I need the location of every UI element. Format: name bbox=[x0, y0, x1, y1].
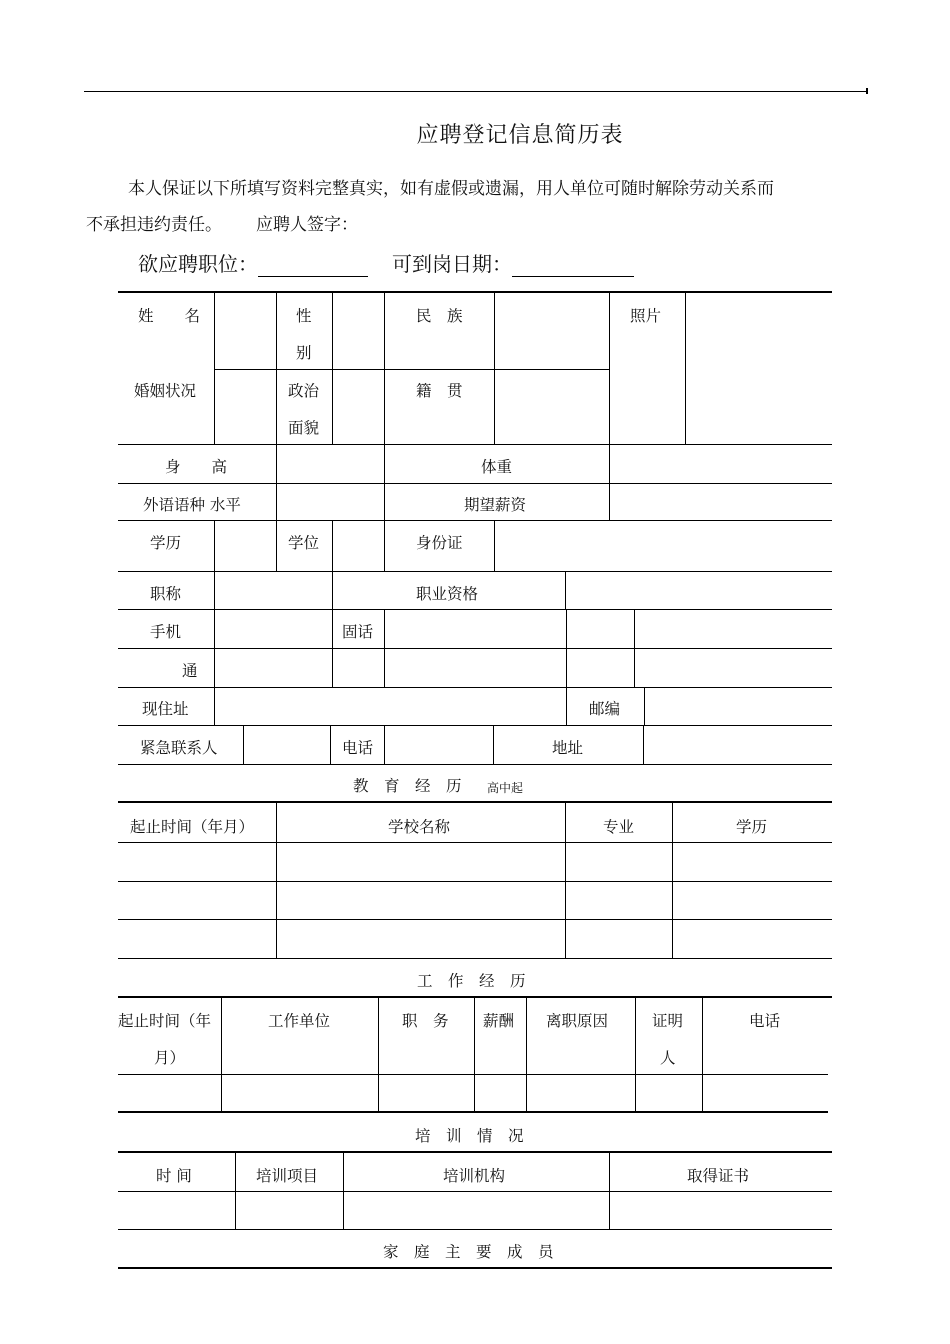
grid-line bbox=[118, 291, 832, 293]
grid-line bbox=[214, 520, 215, 571]
grid-line bbox=[118, 1151, 832, 1153]
expected-salary-label: 期望薪资 bbox=[464, 496, 527, 514]
training-heading: 培 训 情 况 bbox=[415, 1127, 524, 1145]
grid-line bbox=[243, 725, 244, 764]
grid-line bbox=[276, 292, 277, 444]
qualification-label: 职业资格 bbox=[416, 585, 479, 603]
grid-line bbox=[702, 998, 703, 1111]
available-date-label: 可到岗日期： bbox=[392, 252, 512, 276]
grid-line bbox=[118, 881, 832, 882]
education-note: 高中起 bbox=[487, 781, 524, 795]
title-rank-label: 职称 bbox=[150, 585, 182, 603]
grid-line bbox=[332, 609, 333, 687]
train-col-certificate: 取得证书 bbox=[687, 1167, 750, 1185]
tong-label: 通 bbox=[182, 662, 198, 680]
edu-col-major: 专业 bbox=[603, 818, 635, 836]
id-card-label: 身份证 bbox=[416, 534, 463, 552]
grid-line bbox=[384, 725, 385, 764]
grid-line bbox=[276, 444, 277, 520]
grid-line bbox=[214, 687, 215, 725]
grid-line bbox=[566, 609, 567, 687]
emergency-address-label: 地址 bbox=[552, 739, 584, 757]
grid-line bbox=[118, 483, 832, 484]
grid-line bbox=[118, 609, 832, 610]
native-place-label: 籍 贯 bbox=[416, 382, 463, 400]
landline-label: 固话 bbox=[342, 623, 374, 641]
education-heading: 教 育 经 历 bbox=[353, 777, 462, 795]
work-col-witness-1: 证明 bbox=[652, 1012, 684, 1030]
train-col-time: 时 间 bbox=[156, 1167, 192, 1185]
work-col-phone: 电话 bbox=[749, 1012, 781, 1030]
grid-line bbox=[118, 996, 832, 998]
work-col-time-2: 月） bbox=[154, 1049, 186, 1067]
declaration-line-2 bbox=[86, 210, 358, 235]
edu-col-time: 起止时间（年月） bbox=[130, 818, 255, 836]
grid-line bbox=[672, 803, 673, 958]
grid-line bbox=[609, 292, 610, 444]
grid-line bbox=[635, 998, 636, 1111]
photo-label: 照片 bbox=[630, 307, 662, 325]
work-col-reason: 离职原因 bbox=[546, 1012, 609, 1030]
grid-line bbox=[494, 520, 495, 571]
postcode-label: 邮编 bbox=[589, 700, 621, 718]
signature-label: 应聘人签字： bbox=[256, 215, 358, 235]
grid-line bbox=[330, 725, 331, 764]
grid-line bbox=[214, 292, 215, 444]
grid-line bbox=[384, 292, 385, 444]
grid-line bbox=[118, 764, 832, 765]
header-rule bbox=[84, 91, 868, 92]
grid-line bbox=[118, 444, 832, 445]
grid-line bbox=[118, 1074, 828, 1075]
desired-position-label: 欲应聘职位： bbox=[138, 252, 258, 276]
grid-line bbox=[685, 292, 686, 444]
grid-line bbox=[118, 571, 832, 572]
mobile-label: 手机 bbox=[150, 623, 182, 641]
work-col-time-1: 起止时间（年 bbox=[118, 1012, 212, 1030]
grid-line bbox=[493, 725, 494, 764]
train-col-project: 培训项目 bbox=[256, 1167, 319, 1185]
grid-line bbox=[214, 609, 215, 687]
grid-line bbox=[609, 1153, 610, 1229]
work-col-position: 职 务 bbox=[402, 1012, 449, 1030]
gender-label-1: 性 bbox=[296, 307, 312, 325]
grid-line bbox=[384, 444, 385, 520]
grid-line bbox=[214, 369, 609, 370]
document-title: 应聘登记信息简历表 bbox=[416, 123, 624, 148]
political-label-2: 面貌 bbox=[288, 419, 320, 437]
declaration-text: 不承担违约责任。 bbox=[86, 215, 222, 235]
grid-line bbox=[474, 998, 475, 1111]
grid-line bbox=[118, 1267, 832, 1269]
grid-line bbox=[235, 1153, 236, 1229]
grid-line bbox=[276, 520, 277, 571]
grid-line bbox=[118, 842, 832, 843]
marital-status-label: 婚姻状况 bbox=[134, 382, 197, 400]
grid-line bbox=[221, 998, 222, 1111]
grid-line bbox=[118, 1229, 832, 1230]
work-col-salary: 薪酬 bbox=[483, 1012, 515, 1030]
weight-label: 体重 bbox=[481, 458, 513, 476]
grid-line bbox=[214, 571, 215, 609]
political-label-1: 政治 bbox=[288, 382, 320, 400]
grid-line bbox=[565, 803, 566, 958]
desired-position-field[interactable] bbox=[258, 252, 368, 277]
grid-line bbox=[609, 444, 610, 520]
work-col-witness-2: 人 bbox=[660, 1049, 676, 1067]
education-label: 学历 bbox=[150, 534, 182, 552]
train-col-institution: 培训机构 bbox=[443, 1167, 506, 1185]
emergency-phone-label: 电话 bbox=[342, 739, 374, 757]
grid-line bbox=[118, 919, 832, 920]
grid-line bbox=[332, 571, 333, 609]
grid-line bbox=[526, 998, 527, 1111]
grid-line bbox=[332, 292, 333, 444]
family-heading: 家 庭 主 要 成 员 bbox=[383, 1243, 554, 1261]
height-label: 身 高 bbox=[165, 458, 228, 476]
grid-line bbox=[118, 801, 832, 803]
language-label: 外语语种 水平 bbox=[143, 496, 241, 514]
work-heading: 工 作 经 历 bbox=[417, 972, 526, 990]
grid-line bbox=[118, 958, 832, 959]
header-rule-end bbox=[866, 88, 868, 94]
grid-line bbox=[384, 609, 385, 687]
gender-label-2: 别 bbox=[296, 344, 312, 362]
grid-line bbox=[494, 292, 495, 444]
apply-row bbox=[138, 248, 634, 277]
grid-line bbox=[566, 687, 567, 725]
ethnicity-label: 民 族 bbox=[416, 307, 463, 325]
work-col-employer: 工作单位 bbox=[268, 1012, 331, 1030]
grid-line bbox=[118, 1191, 832, 1192]
edu-col-degree: 学历 bbox=[736, 818, 768, 836]
degree-label: 学位 bbox=[288, 534, 320, 552]
grid-line bbox=[118, 648, 832, 649]
grid-line bbox=[118, 687, 832, 688]
edu-col-school: 学校名称 bbox=[388, 818, 451, 836]
declaration-line-1: 本人保证以下所填写资料完整真实，如有虚假或遗漏，用人单位可随时解除劳动关系而 bbox=[128, 179, 774, 199]
grid-line bbox=[343, 1153, 344, 1229]
name-label: 姓 名 bbox=[138, 307, 201, 325]
emergency-contact-label: 紧急联系人 bbox=[140, 739, 218, 757]
grid-line bbox=[276, 803, 277, 958]
grid-line bbox=[384, 520, 385, 571]
grid-line bbox=[118, 520, 832, 521]
grid-line bbox=[118, 725, 832, 726]
grid-line bbox=[634, 609, 635, 687]
address-label: 现住址 bbox=[142, 700, 189, 718]
grid-line bbox=[118, 1111, 828, 1113]
grid-line bbox=[565, 571, 566, 609]
grid-line bbox=[378, 998, 379, 1111]
grid-line bbox=[643, 725, 644, 764]
grid-line bbox=[644, 687, 645, 725]
grid-line bbox=[332, 520, 333, 571]
available-date-field[interactable] bbox=[512, 252, 634, 277]
